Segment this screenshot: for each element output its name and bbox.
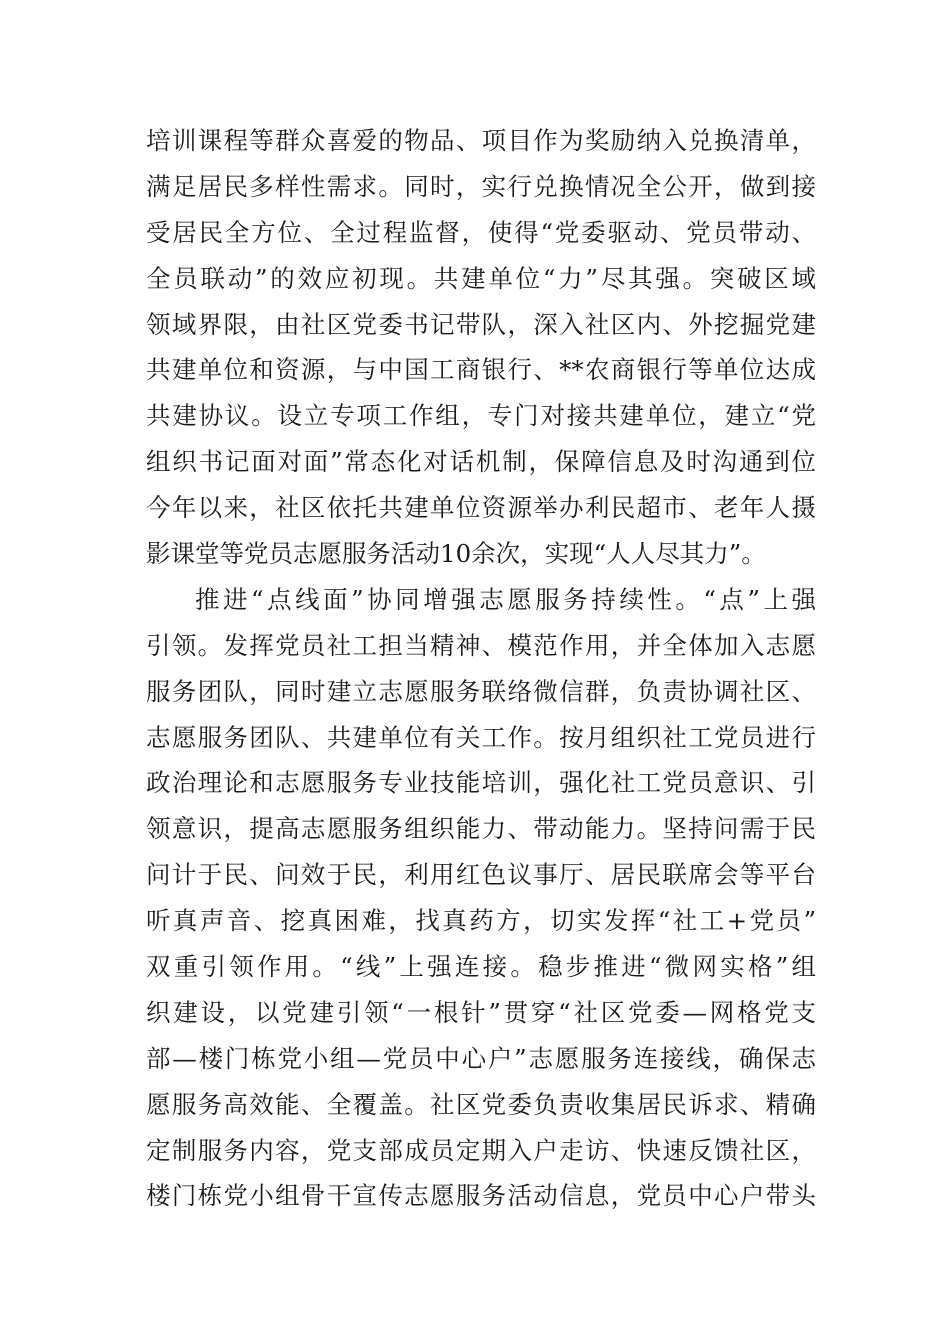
text-line: 今年以来，社区依托共建单位资源举办利民超市、老年人摄: [146, 493, 816, 523]
text-line: 双重引领作用。“线”上强连接。稳步推进“微网实格”组: [146, 952, 816, 982]
text-line: 服务团队，同时建立志愿服务联络微信群，负责协调社区、: [146, 676, 816, 706]
paragraph-start-line: 推进“点线面”协同增强志愿服务持续性。“点”上强: [195, 584, 816, 614]
paragraph-end-line: 影课堂等党员志愿服务活动10余次，实现“人人尽其力”。: [146, 539, 766, 569]
text-line: 听真声音、挖真困难，找真药方，切实发挥“社工+党员”: [146, 906, 816, 936]
text-line: 领意识，提高志愿服务组织能力、带动能力。坚持问需于民: [146, 814, 816, 844]
text-line: 共建协议。设立专项工作组，专门对接共建单位，建立“党: [146, 401, 816, 431]
text-line: 满足居民多样性需求。同时，实行兑换情况全公开，做到接: [146, 171, 816, 201]
text-line: 领域界限，由社区党委书记带队，深入社区内、外挖掘党建: [146, 309, 816, 339]
text-line: 志愿服务团队、共建单位有关工作。按月组织社工党员进行: [146, 722, 816, 752]
text-line: 受居民全方位、全过程监督，使得“党委驱动、党员带动、: [146, 217, 816, 247]
text-line: 部—楼门栋党小组—党员中心户”志愿服务连接线，确保志: [146, 1043, 816, 1073]
text-line: 愿服务高效能、全覆盖。社区党委负责收集居民诉求、精确: [146, 1089, 816, 1119]
text-line: 培训课程等群众喜爱的物品、项目作为奖励纳入兑换清单，: [146, 126, 816, 155]
text-line: 政治理论和志愿服务专业技能培训，强化社工党员意识、引: [146, 768, 816, 798]
text-line: 组织书记面对面”常态化对话机制，保障信息及时沟通到位: [146, 447, 816, 477]
body-text: [146, 118, 816, 1219]
text-line: 引领。发挥党员社工担当精神、模范作用，并全体加入志愿: [146, 630, 816, 660]
text-line: 楼门栋党小组骨干宣传志愿服务活动信息，党员中心户带头: [146, 1181, 816, 1211]
text-line: 全员联动”的效应初现。共建单位“力”尽其强。突破区域: [146, 263, 816, 293]
text-line: 织建设，以党建引领“一根针”贯穿“社区党委—网格党支: [146, 997, 816, 1027]
text-line: 问计于民、问效于民，利用红色议事厅、居民联席会等平台: [146, 860, 816, 890]
text-line: 定制服务内容，党支部成员定期入户走访、快速反馈社区，: [146, 1135, 816, 1165]
text-line: 共建单位和资源，与中国工商银行、**农商银行等单位达成: [146, 355, 816, 385]
